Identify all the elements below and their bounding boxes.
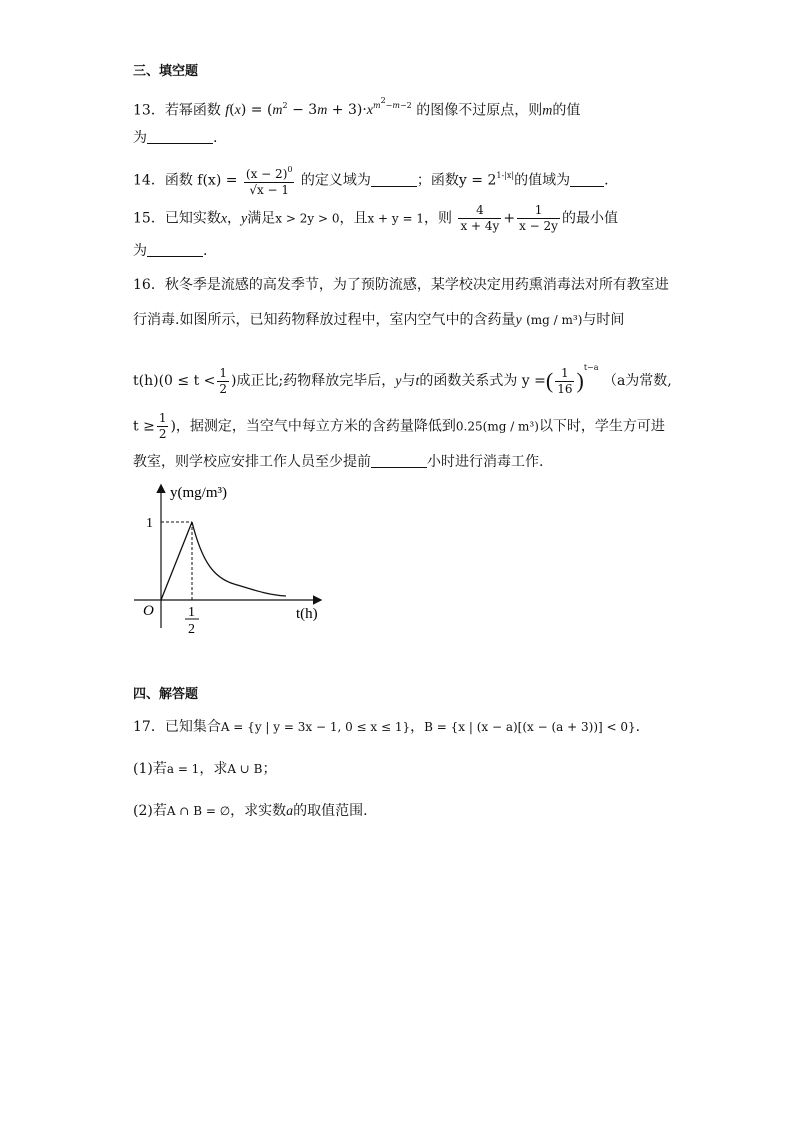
q16-line4-pre: t ≥ <box>133 418 155 435</box>
q16-line4 <box>133 411 665 442</box>
q16-half-num: 1 <box>219 365 228 380</box>
q15-x: x <box>220 211 228 227</box>
q16-line1: 16．秋冬季是流感的高发季节，为了预防流感，某学校决定用药熏消毒法对所有教室进 <box>133 277 669 293</box>
q13-line2-post: . <box>213 130 218 146</box>
q16-a-const: （a为常数, <box>602 373 672 389</box>
question-17 <box>133 716 640 738</box>
q15-y: y <box>241 211 248 227</box>
q15-cond: 满足 <box>247 210 276 227</box>
x-tick-half-den: 2 <box>188 622 195 637</box>
section-4-title: 四、解答题 <box>133 687 199 702</box>
q15-pre: 已知实数 <box>164 210 221 227</box>
q15-number: 15． <box>133 210 165 227</box>
q15-sum: x + y = 1 <box>367 211 425 226</box>
q15-plus: + <box>503 210 516 227</box>
q16-value: 0.25(mg / m³) <box>455 419 539 434</box>
q15-fraction-1 <box>458 203 501 234</box>
q16-range: (0 ≤ t < <box>158 373 216 389</box>
q13-m: m <box>542 103 553 119</box>
section-3-title: 三、填空题 <box>133 64 199 79</box>
question-13 <box>133 92 580 122</box>
q13-post: 的值 <box>552 102 581 119</box>
q14-number: 14． <box>133 172 165 189</box>
q16-half2-den: 2 <box>158 427 167 441</box>
q14-y-sup: 1-|x| <box>496 170 515 180</box>
q15-f2-num: 1 <box>517 203 560 219</box>
q14-mid2: ；函数 <box>416 172 459 189</box>
q14-frac-num-sup: 0 <box>287 165 293 174</box>
q15-ineq: x > 2y > 0 <box>275 211 340 226</box>
q16-line3-mid2: 的函数关系式为 <box>419 373 518 389</box>
q17-p2-end: 的取值范围. <box>293 803 368 819</box>
q16-half-2 <box>157 411 169 442</box>
question-13-line2 <box>133 127 217 149</box>
q17-p2-post: ，求实数 <box>230 803 287 819</box>
q15-line2-pre: 为 <box>133 243 147 259</box>
q13-mid: 的图像不过原点，则 <box>416 102 543 119</box>
q17-p1-post: ； <box>262 761 277 777</box>
q16-half2-num: 1 <box>158 411 167 425</box>
q16-line5-post: 小时进行消毒工作. <box>427 454 544 470</box>
q17-number: 17． <box>133 719 165 735</box>
q14-y-eq: y = 2 <box>458 172 497 189</box>
question-14 <box>133 163 609 198</box>
y-tick-1: 1 <box>146 516 153 531</box>
q17-p2-a: a <box>286 804 294 819</box>
q16-half-den: 2 <box>219 381 228 396</box>
q16-line2-post: 与时间 <box>582 312 625 328</box>
q15-answer-blank[interactable] <box>147 242 203 257</box>
q14-post: . <box>604 172 609 189</box>
q14-frac-num: (x − 2) <box>245 167 288 181</box>
q14-frac-den: √x − 1 <box>249 183 290 197</box>
q16-line3-mid: 成正比;药物释放完毕后， <box>236 373 396 389</box>
q16-line4-post: 以下时，学生方可进 <box>538 418 665 435</box>
decay-curve <box>192 522 286 596</box>
q14-blank-1[interactable] <box>371 172 417 187</box>
q13-answer-blank[interactable] <box>147 129 213 144</box>
q16-base-num: 1 <box>555 366 574 382</box>
q14-fx: f(x) = <box>197 172 238 189</box>
q16-t: t <box>415 374 420 389</box>
q16-unit: (mg / m³) <box>526 313 583 327</box>
q17-p1-mid: ，求 <box>199 761 228 777</box>
q15-line2-post: . <box>203 243 208 259</box>
q14-blank-2[interactable] <box>570 172 604 187</box>
q13-number: 13． <box>133 102 165 119</box>
q16-base <box>555 366 574 397</box>
x-tick-half-num: 1 <box>188 605 195 620</box>
q17-p2-pre: (2)若 <box>133 803 167 819</box>
q15-comma: ， <box>227 210 242 227</box>
q16-line3: t(h)(0 ≤ t < $\frac{1}{2}$ )成正比;药物释放完毕后，y与t的函数关系式为 y =( $\frac{1}{16}$ )$^{t-a}$ （a为常数, <box>133 363 672 396</box>
q16-with: 与 <box>401 373 416 389</box>
q16-y-eq: y = <box>521 373 546 389</box>
q15-f2-den: x − 2y <box>519 219 558 233</box>
q16-close: ) <box>231 373 237 389</box>
q15-then: ，则 <box>424 210 453 227</box>
q17-p2-cond: A ∩ B = ∅ <box>166 804 231 818</box>
q17-p1-expr: A ∪ B <box>227 762 263 776</box>
q16-line2: 行消毒.如图所示，已知药物释放过程中，室内空气中的含药量y (mg / m³)与时间 <box>133 312 625 328</box>
q16-exp: t−a <box>583 363 599 372</box>
rise-segment <box>161 522 192 600</box>
q17-pre: 已知集合 <box>164 719 221 735</box>
q17-p1-pre: (1)若 <box>133 761 167 777</box>
q15-f1-den: x + 4y <box>460 219 500 233</box>
origin-label: O <box>143 603 154 619</box>
q13-pre: 若幂函数 <box>164 102 221 119</box>
question-17-part1 <box>133 758 277 780</box>
q16-line5 <box>133 451 543 473</box>
q16-line5: 教室，则学校应安排工作人员至少提前 <box>133 454 371 470</box>
q15-fraction-2 <box>517 203 560 234</box>
q17-set-a: A = {y | y = 3x − 1, 0 ≤ x ≤ 1} <box>220 720 411 734</box>
q14-mid3: 的值域为 <box>514 172 571 189</box>
y-axis-label: y(mg/m³) <box>170 485 227 501</box>
q14-mid1: 的定义域为 <box>300 172 371 189</box>
q16-half <box>217 366 229 397</box>
q17-post: . <box>635 719 641 735</box>
drug-concentration-graph <box>128 480 328 640</box>
q15-f1-num: 4 <box>458 203 501 219</box>
q13-line2-pre: 为 <box>133 130 147 146</box>
q17-p1-cond: a = 1 <box>166 762 200 776</box>
question-17-part2 <box>133 800 368 823</box>
q16-answer-blank[interactable] <box>371 453 427 468</box>
q16-line2-pre: 行消毒.如图所示，已知药物释放过程中，室内空气中的含药量 <box>133 312 516 328</box>
q17-set-b: B = {x | (x − a)[(x − (a + 3))] < 0} <box>424 720 636 734</box>
q16-y: y <box>395 374 402 389</box>
question-15-line2 <box>133 240 207 262</box>
q15-post: 的最小值 <box>561 210 618 227</box>
q16-line4-mid: )，据测定，当空气中每立方米的含药量降低到 <box>170 418 456 435</box>
x-axis-label: t(h) <box>296 606 318 622</box>
question-15 <box>133 203 618 234</box>
q14-pre: 函数 <box>164 172 193 189</box>
q17-comma: ， <box>410 719 425 735</box>
q13-formula: $f(x) = (m^2 - 3m + 3)\cdot x^{m^2-m-2}$ <box>225 96 412 119</box>
q16-t-h: t(h) <box>133 373 159 389</box>
q14-fraction <box>244 163 295 198</box>
q15-and: ，且 <box>339 210 368 227</box>
q16-base-den: 16 <box>557 381 573 396</box>
